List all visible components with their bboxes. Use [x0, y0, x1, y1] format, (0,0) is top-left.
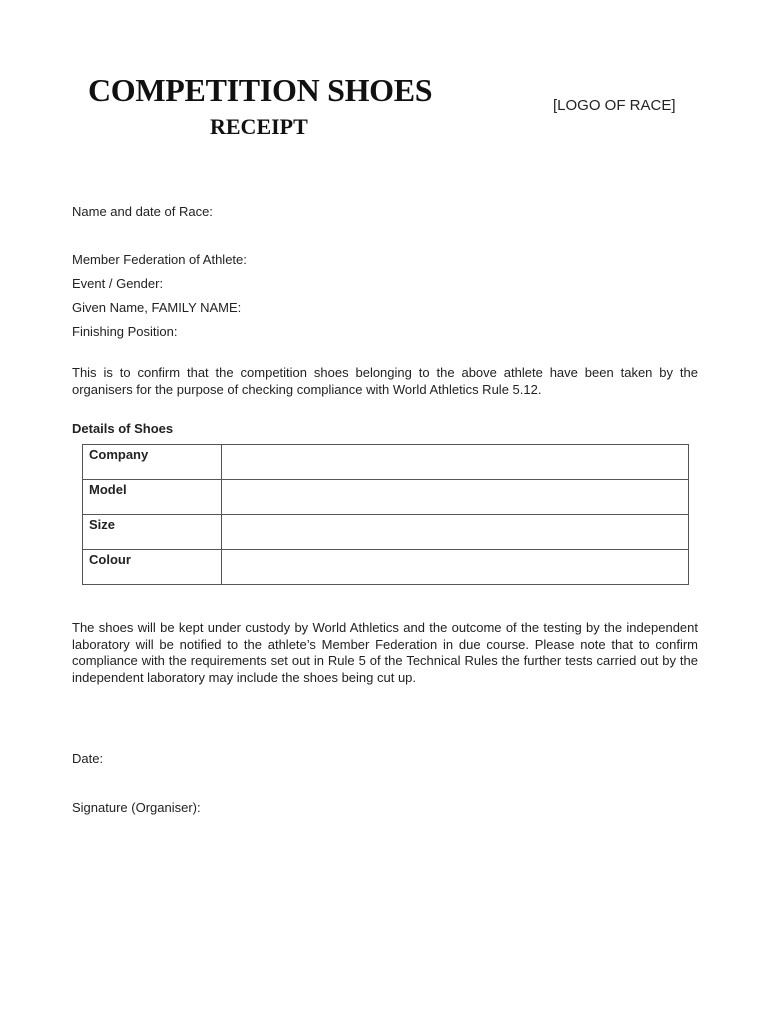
shoe-details-heading: Details of Shoes [72, 421, 174, 436]
size-label: Size [83, 515, 222, 550]
table-row [83, 515, 689, 550]
shoe-details-table [82, 444, 689, 585]
confirmation-paragraph: This is to confirm that the competition shoes belonging to the above athlete have been taken by the organisers for the purpose of checking compliance with World Athletics Rule 5.12. [72, 365, 698, 397]
company-label: Company [83, 445, 222, 480]
logo-placeholder: [LOGO OF RACE] [553, 97, 676, 114]
document-title: COMPETITION SHOES [88, 72, 433, 108]
date-field-label: Date: [72, 751, 104, 766]
size-value [222, 515, 689, 550]
table-row [83, 480, 689, 515]
federation-field-label: Member Federation of Athlete: [72, 252, 247, 267]
colour-label: Colour [83, 550, 222, 585]
model-value [222, 480, 689, 515]
custody-paragraph: The shoes will be kept under custody by World Athletics and the outcome of the testing by the independent laboratory will be notified to the athlete’s Member Federation in due course. Please note that to confirm compliance with the requirements set out in Rule 5 of the Technical Rules the further tests carried out by the independent laboratory may include the shoes being cut up. [72, 620, 698, 685]
table-row [83, 445, 689, 480]
table-row [83, 550, 689, 585]
event-gender-field-label: Event / Gender: [72, 276, 164, 291]
signature-field-label: Signature (Organiser): [72, 800, 201, 815]
race-field-label: Name and date of Race: [72, 204, 213, 219]
model-label: Model [83, 480, 222, 515]
document-subtitle: RECEIPT [210, 114, 308, 139]
athlete-name-field-label: Given Name, FAMILY NAME: [72, 300, 242, 315]
colour-value [222, 550, 689, 585]
finishing-position-field-label: Finishing Position: [72, 324, 178, 339]
company-value [222, 445, 689, 480]
